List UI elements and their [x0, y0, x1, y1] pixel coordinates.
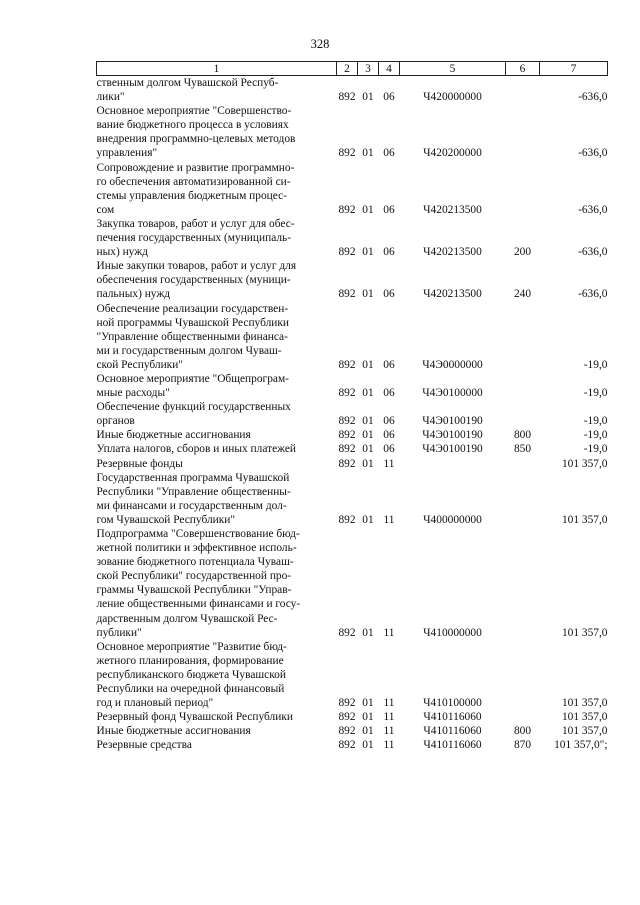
row-description [97, 527, 337, 640]
description-line: республиканского бюджета Чувашской [96, 668, 286, 681]
description-line: ление общественными финансами и госу- [96, 598, 301, 611]
subsection-code-cell: 06 [383, 415, 395, 428]
ministry-code-cell: 892 [338, 288, 356, 301]
description-line: обеспечения государственных (муници- [96, 274, 291, 287]
page-number: 328 [310, 37, 330, 51]
table-row [97, 710, 608, 724]
section-code-cell: 01 [362, 91, 374, 104]
subsection-code-cell: 06 [383, 147, 395, 160]
description-line: ской Республики" [96, 358, 183, 371]
description-line: Республики "Управление общественны- [96, 485, 291, 498]
expense-type-cell [506, 471, 540, 527]
table-row [97, 217, 608, 259]
target-article-cell: Ч420200000 [423, 147, 482, 160]
target-article-cell: Ч4Э0100190 [422, 415, 483, 428]
description-line: "Управление общественными финанса- [96, 330, 288, 343]
row-description [97, 302, 337, 372]
table-row [97, 302, 608, 372]
section-code-cell: 01 [362, 147, 374, 160]
ministry-code-cell: 892 [338, 203, 356, 216]
description-line: гом Чувашской Республики" [96, 513, 236, 526]
expense-type-cell [506, 161, 540, 217]
description-line: мные расходы" [96, 387, 170, 400]
row-description [97, 428, 337, 442]
description-line: Резервные фонды [96, 457, 183, 470]
table-row [97, 400, 608, 428]
amount-cell: 101 357,0 [561, 711, 608, 724]
expense-type-cell: 240 [513, 288, 532, 301]
description-line: Основное мероприятие "Развитие бюд- [96, 640, 287, 653]
target-article-cell: Ч410116060 [423, 711, 482, 724]
description-line: Иные бюджетные ассигнования [96, 429, 251, 442]
target-article-cell: Ч420213500 [423, 203, 482, 216]
ministry-code-cell: 892 [338, 513, 356, 526]
column-header: 3 [358, 62, 379, 76]
description-line: Обеспечение реализации государствен- [96, 302, 289, 315]
ministry-code-cell: 892 [338, 443, 356, 456]
table-row [97, 161, 608, 217]
table-row [97, 428, 608, 442]
ministry-code-cell: 892 [338, 246, 356, 259]
subsection-code-cell: 06 [383, 358, 395, 371]
description-line: сом [96, 203, 115, 216]
description-line: Резервные средства [96, 739, 192, 752]
amount-cell: 101 357,0 [561, 725, 608, 738]
table-row [97, 259, 608, 301]
description-line: Иные закупки товаров, работ и услуг для [96, 260, 297, 273]
column-header: 4 [379, 62, 400, 76]
subsection-code-cell: 11 [383, 457, 395, 470]
section-code-cell: 01 [362, 725, 374, 738]
description-line: жетного планирования, формирование [96, 654, 284, 667]
table-header-row [97, 62, 608, 76]
table-row [97, 527, 608, 640]
description-line: Основное мероприятие "Общепрограм- [96, 372, 289, 385]
ministry-code-cell: 892 [338, 711, 356, 724]
row-description [97, 724, 337, 738]
budget-table [96, 61, 608, 753]
description-line: год и плановый период" [96, 697, 214, 710]
table-row [97, 76, 608, 105]
table-row [97, 442, 608, 456]
row-description [97, 161, 337, 217]
amount-cell: 101 357,0 [561, 626, 608, 639]
row-description [97, 640, 337, 710]
section-code-cell: 01 [362, 415, 374, 428]
row-description [97, 457, 337, 471]
description-line: пальных) нужд [96, 288, 171, 301]
description-line: Подпрограмма "Совершенствование бюд- [96, 528, 300, 540]
expense-type-cell [506, 527, 540, 640]
table-row [97, 104, 608, 160]
description-line: жетной политики и эффективное исполь- [96, 542, 297, 555]
ministry-code-cell: 892 [338, 91, 356, 104]
ministry-code-cell: 892 [338, 457, 356, 470]
subsection-code-cell: 11 [383, 739, 395, 752]
column-header: 5 [400, 62, 506, 76]
description-line: внедрения программно-целевых методов [96, 133, 296, 146]
subsection-code-cell: 11 [383, 725, 395, 738]
description-line: ми финансами и государственным дол- [96, 499, 287, 512]
table-body [97, 76, 608, 753]
column-header: 2 [337, 62, 358, 76]
description-line: Резервный фонд Чувашской Республики [96, 711, 293, 724]
description-line: го обеспечения автоматизированной си- [96, 175, 291, 188]
target-article-cell: Ч410116060 [423, 725, 482, 738]
description-line: Обеспечение функций государственных [96, 401, 291, 414]
target-article-cell: Ч410000000 [423, 626, 482, 639]
amount-cell: -636,0 [578, 203, 608, 216]
section-code-cell: 01 [362, 739, 374, 752]
row-description [97, 400, 337, 428]
description-line: публики" [96, 626, 142, 639]
expense-type-cell [506, 640, 540, 710]
description-line: органов [96, 415, 135, 428]
target-article-cell: Ч4Э0000000 [422, 358, 483, 371]
ministry-code-cell: 892 [338, 429, 356, 442]
description-line: стемы управления бюджетным процес- [96, 189, 287, 202]
section-code-cell: 01 [362, 358, 374, 371]
expense-type-cell [506, 302, 540, 372]
row-description [97, 76, 337, 105]
target-article-cell: Ч420213500 [423, 246, 482, 259]
target-article-cell: Ч4Э0100000 [422, 387, 483, 400]
section-code-cell: 01 [362, 246, 374, 259]
row-description [97, 217, 337, 259]
description-line: лики" [96, 91, 125, 104]
amount-cell: -19,0 [583, 443, 608, 456]
expense-type-cell: 850 [513, 443, 532, 456]
expense-type-cell: 200 [513, 246, 532, 259]
description-line: Основное мероприятие "Совершенство- [96, 105, 292, 118]
table-row [97, 640, 608, 710]
target-article-cell: Ч410116060 [423, 739, 482, 752]
ministry-code-cell: 892 [338, 358, 356, 371]
ministry-code-cell: 892 [338, 415, 356, 428]
subsection-code-cell: 06 [383, 443, 395, 456]
section-code-cell: 01 [362, 443, 374, 456]
section-code-cell: 01 [362, 626, 374, 639]
expense-type-cell: 800 [513, 429, 532, 442]
ministry-code-cell: 892 [338, 739, 356, 752]
target-article-cell: Ч4Э0100190 [422, 443, 483, 456]
description-line: Иные бюджетные ассигнования [96, 725, 251, 738]
ministry-code-cell: 892 [338, 626, 356, 639]
target-article-cell: Ч4Э0100190 [422, 429, 483, 442]
table-row [97, 471, 608, 527]
description-line: ной программы Чувашской Республики [96, 316, 290, 329]
subsection-code-cell: 06 [383, 429, 395, 442]
section-code-cell: 01 [362, 429, 374, 442]
description-line: ственным долгом Чувашской Респуб- [96, 77, 279, 89]
expense-type-cell [506, 372, 540, 400]
target-article-cell: Ч420213500 [423, 288, 482, 301]
description-line: Республики на очередной финансовый [96, 683, 285, 696]
description-line: Закупка товаров, работ и услуг для обес- [96, 217, 295, 230]
table-row [97, 372, 608, 400]
description-line: управления" [96, 147, 158, 160]
ministry-code-cell: 892 [338, 387, 356, 400]
section-code-cell: 01 [362, 711, 374, 724]
expense-type-cell [506, 104, 540, 160]
amount-cell: -636,0 [578, 288, 608, 301]
description-line: Сопровождение и развитие программно- [96, 161, 295, 174]
subsection-code-cell: 11 [383, 626, 395, 639]
ministry-code-cell: 892 [338, 697, 356, 710]
description-line: печения государственных (муниципаль- [96, 232, 292, 245]
section-code-cell: 01 [362, 387, 374, 400]
column-header: 7 [540, 62, 608, 76]
description-line: ми и государственным долгом Чуваш- [96, 344, 282, 357]
subsection-code-cell: 06 [383, 387, 395, 400]
description-line: дарственным долгом Чувашской Рес- [96, 612, 278, 625]
section-code-cell: 01 [362, 513, 374, 526]
amount-cell: -19,0 [583, 358, 608, 371]
amount-cell: -19,0 [583, 429, 608, 442]
subsection-code-cell: 11 [383, 513, 395, 526]
row-description [97, 710, 337, 724]
subsection-code-cell: 06 [383, 288, 395, 301]
target-article-cell [400, 457, 506, 471]
subsection-code-cell: 06 [383, 91, 395, 104]
subsection-code-cell: 06 [383, 246, 395, 259]
row-description [97, 259, 337, 301]
amount-cell: 101 357,0 [561, 513, 608, 526]
column-header: 6 [506, 62, 540, 76]
expense-type-cell: 800 [513, 725, 532, 738]
section-code-cell: 01 [362, 697, 374, 710]
subsection-code-cell: 06 [383, 203, 395, 216]
section-code-cell: 01 [362, 457, 374, 470]
table-row [97, 738, 608, 752]
subsection-code-cell: 11 [383, 711, 395, 724]
description-line: зование бюджетного потенциала Чуваш- [96, 556, 294, 569]
target-article-cell: Ч410100000 [423, 697, 482, 710]
table-row [97, 724, 608, 738]
target-article-cell: Ч420000000 [423, 91, 482, 104]
expense-type-cell [506, 76, 540, 105]
expense-type-cell [506, 457, 540, 471]
expense-type-cell: 870 [513, 739, 532, 752]
ministry-code-cell: 892 [338, 147, 356, 160]
description-line: Уплата налогов, сборов и иных платежей [96, 443, 296, 456]
row-description [97, 442, 337, 456]
section-code-cell: 01 [362, 203, 374, 216]
amount-cell: 101 357,0"; [554, 739, 608, 752]
amount-cell: -19,0 [583, 387, 608, 400]
subsection-code-cell: 11 [383, 697, 395, 710]
table-row [97, 457, 608, 471]
section-code-cell: 01 [362, 288, 374, 301]
column-header: 1 [97, 62, 337, 76]
amount-cell: 101 357,0 [561, 457, 608, 470]
description-line: Государственная программа Чувашской [96, 471, 290, 484]
description-line: ных) нужд [96, 246, 148, 259]
row-description [97, 738, 337, 752]
amount-cell: -636,0 [578, 91, 608, 104]
expense-type-cell [506, 710, 540, 724]
amount-cell: 101 357,0 [561, 697, 608, 710]
ministry-code-cell: 892 [338, 725, 356, 738]
expense-type-cell [506, 400, 540, 428]
amount-cell: -19,0 [583, 415, 608, 428]
amount-cell: -636,0 [578, 246, 608, 259]
target-article-cell: Ч400000000 [423, 513, 482, 526]
description-line: вание бюджетного процесса в условиях [96, 119, 289, 132]
row-description [97, 104, 337, 160]
amount-cell: -636,0 [578, 147, 608, 160]
row-description [97, 372, 337, 400]
description-line: ской Республики" государственной про- [96, 570, 292, 583]
row-description [97, 471, 337, 527]
description-line: граммы Чувашской Республики "Управ- [96, 584, 292, 597]
